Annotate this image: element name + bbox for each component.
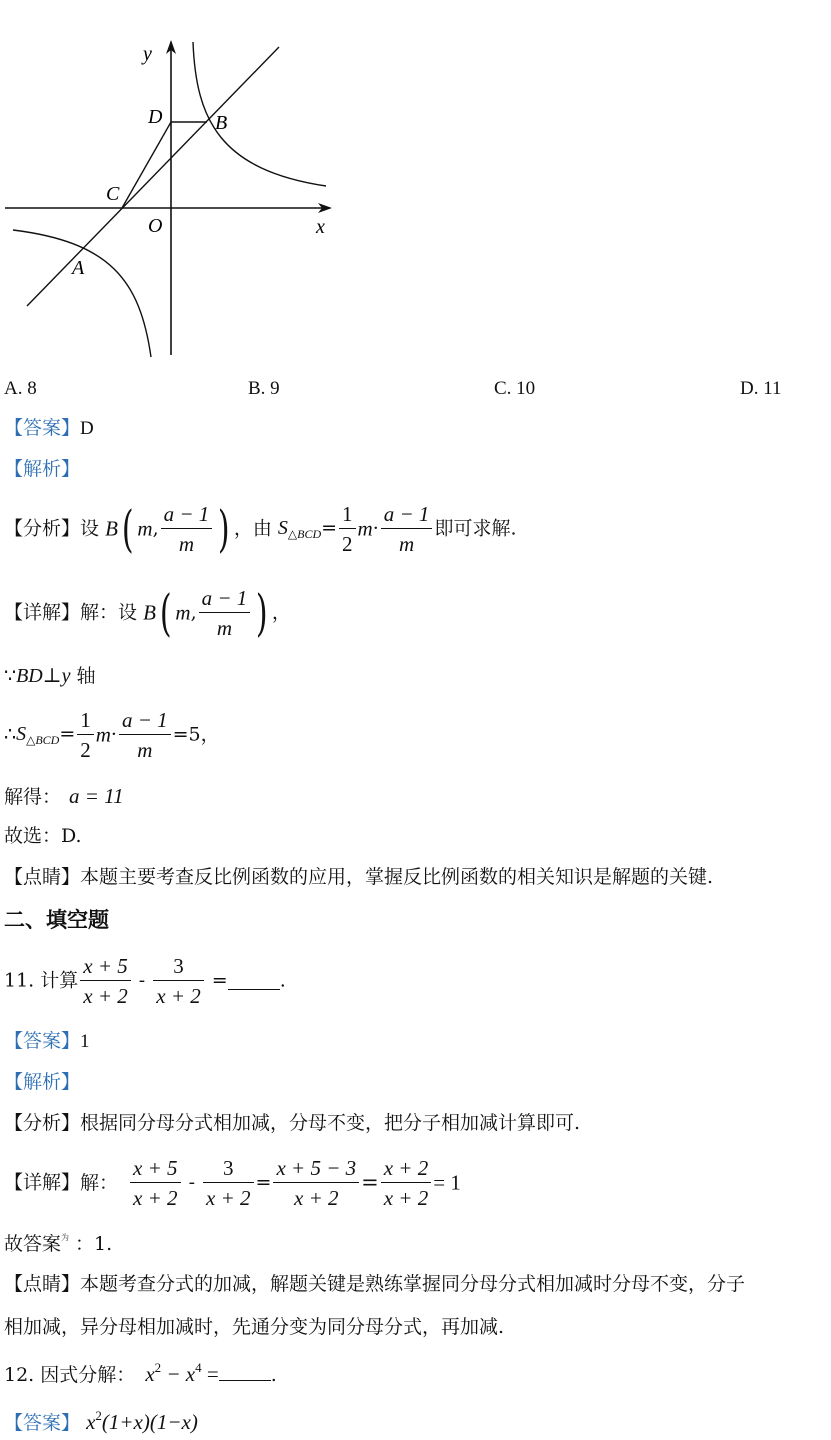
solve-line (4, 786, 124, 807)
answer-tag-3: 【答案】 (4, 1412, 81, 1434)
q12-ans-rest: (1+x)(1−x) (101, 1410, 198, 1434)
m-var-4: m (95, 722, 111, 747)
fenxi-tag-2: 【分析】 (4, 1112, 81, 1134)
frac-num-3: a − 1 (199, 586, 251, 613)
dot-2: · (110, 723, 117, 746)
q11-frac2 (153, 954, 204, 1008)
analysis-tag: 【解析】 (4, 458, 81, 480)
area-sub: △BCD (287, 527, 322, 542)
right-paren: ) (218, 500, 230, 559)
right-paren-2: ) (256, 584, 268, 643)
q12-expr-a-sup: 2 (154, 1360, 162, 1375)
q11-xj-f2-den: x + 2 (206, 1186, 251, 1211)
solve-expr: a = 11 (69, 784, 124, 808)
q11-xj-frac3 (273, 1156, 359, 1210)
frac-a-1-over-m (161, 502, 213, 556)
q11-fenxi-line (4, 1114, 580, 1133)
q12-answer-blank (219, 1364, 271, 1381)
xiangjie-tag: 【详解】 (4, 601, 81, 624)
label-y: y (143, 43, 152, 65)
frac-den-3: m (216, 616, 233, 641)
therefore-symbol: ∴ (4, 723, 17, 746)
fenxi-tag: 【分析】 (4, 517, 81, 540)
area-s: S (277, 517, 288, 540)
frac-den-2: m (399, 532, 415, 557)
half-den-2: 2 (80, 738, 91, 763)
therefore-line (4, 708, 220, 762)
q11-f2-den: x + 2 (156, 984, 201, 1009)
q10-fenxi-line (4, 500, 517, 559)
q11-frac1 (80, 954, 131, 1008)
label-b: B (215, 112, 228, 134)
frac-den: m (178, 532, 195, 557)
section-heading: 二、填空题 (4, 907, 109, 932)
q11-xj-f1-num: x + 5 (130, 1156, 181, 1183)
point-b: B (105, 516, 118, 541)
equals-2: = (59, 723, 76, 746)
q11-question-line (4, 954, 286, 1008)
half-num: 1 (339, 502, 356, 529)
q11-xj-f4-num: x + 2 (381, 1156, 432, 1183)
label-x: x (316, 216, 325, 238)
fenxi-post: 即可求解. (434, 517, 517, 540)
dianjing-tag-2: 【点睛】 (4, 1273, 81, 1295)
equals: = (321, 517, 338, 540)
q11-answer-blank (228, 973, 280, 990)
line-ab (27, 47, 279, 306)
q11-dianjing-1: 本题考查分式的加减，解题关键是熟练掌握同分母分式相加减时分母不变，分子 (80, 1273, 746, 1295)
dianjing-tag: 【点睛】 (4, 866, 81, 888)
q12-expr (145, 1362, 218, 1386)
frac-a-1-over-m-2 (381, 502, 433, 556)
q11-dianjing-line-1 (4, 1275, 745, 1294)
q10-answer-line (4, 419, 94, 438)
q11-final-pre: 故答案 (4, 1233, 62, 1255)
because-line (4, 666, 96, 686)
q12-prefix: 12. 因式分解： (4, 1364, 136, 1386)
q10-xiangjie-line (4, 584, 291, 643)
q11-xj-eq1: = (255, 1171, 272, 1194)
q11-final-answer-line (4, 1234, 112, 1254)
option-b: B. 9 (248, 378, 280, 399)
point-b-2: B (143, 600, 156, 625)
coordinate-figure (0, 30, 340, 360)
fenxi-pre: 设 (80, 517, 100, 540)
frac-half-2 (77, 708, 94, 762)
dot: · (372, 517, 379, 540)
dianjing-text: 本题主要考查反比例函数的应用，掌握反比例函数的相关知识是解题的关键. (80, 866, 714, 888)
xiangjie-tag-2: 【详解】 (4, 1171, 81, 1194)
q12-question-line (4, 1361, 277, 1385)
q10-dianjing-line (4, 868, 713, 887)
area-s-2: S (16, 723, 27, 746)
xiangjie-post: ， (271, 601, 291, 624)
q11-xj-f2-num: 3 (203, 1156, 254, 1183)
q11-eq: = (205, 969, 228, 992)
q11-dianjing-line-2: 相加减，异分母相加减时，先通分变为同分母分式，再加减. (4, 1316, 505, 1338)
xiangjie-pre: 解：设 (80, 601, 138, 624)
q11-answer-line (4, 1032, 90, 1051)
m-var: m (137, 516, 153, 541)
label-c: C (106, 183, 120, 205)
q11-xj-frac4 (381, 1156, 432, 1210)
q11-prefix: 11. 计算 (4, 969, 79, 992)
q12-expr-eq: = (201, 1362, 219, 1386)
option-a: A. 8 (4, 378, 37, 399)
label-d: D (148, 106, 163, 128)
q11-f1-den: x + 2 (83, 984, 128, 1009)
q10-answer: D (80, 418, 94, 439)
q12-answer (86, 1410, 198, 1434)
half-num-2: 1 (77, 708, 94, 735)
choose-line: 故选：D. (4, 825, 82, 847)
label-o: O (148, 215, 163, 237)
q12-expr-minus: − x (161, 1362, 196, 1386)
q12-ans-x: x (86, 1410, 96, 1434)
q11-xiangjie-pre: 解： (80, 1171, 119, 1194)
q11-xj-f4-den: x + 2 (383, 1186, 429, 1211)
frac-num: a − 1 (161, 502, 213, 529)
q11-end: . (279, 969, 286, 992)
fenxi-mid: ，由 (233, 517, 272, 540)
frac-num-2: a − 1 (381, 502, 433, 529)
q11-xj-frac2 (203, 1156, 254, 1210)
q11-xj-minus: - (182, 1171, 202, 1194)
q10-analysis-line (4, 460, 80, 479)
area-expr-2 (16, 723, 76, 748)
q12-answer-line (4, 1409, 198, 1433)
q11-xj-f1-den: x + 2 (133, 1186, 178, 1211)
q11-xiangjie-line (4, 1156, 461, 1210)
q11-xj-frac1 (130, 1156, 181, 1210)
q12-expr-b-sup: 4 (195, 1360, 202, 1375)
frac-num-4: a − 1 (119, 708, 171, 735)
solve-pre: 解得： (4, 786, 62, 808)
comma: , (152, 517, 159, 540)
answer-tag-2: 【答案】 (4, 1030, 81, 1052)
q11-f1-num: x + 5 (80, 954, 131, 981)
m-var-3: m (175, 600, 191, 625)
half-den: 2 (342, 532, 353, 557)
because-expr: BD⊥y (16, 665, 71, 687)
because-post: 轴 (70, 665, 96, 687)
q12-expr-a: x (145, 1362, 155, 1386)
comma-2: , (190, 601, 197, 624)
q11-analysis-line (4, 1073, 80, 1092)
q11-minus: - (132, 969, 152, 992)
left-paren: ( (121, 500, 134, 559)
area-expr (277, 517, 338, 542)
frac-half (339, 502, 356, 556)
q11-fenxi: 根据同分母分式相加减，分母不变，把分子相加减计算即可. (80, 1112, 581, 1134)
because-symbol: ∵ (4, 665, 17, 687)
q11-answer: 1 (80, 1031, 90, 1052)
answer-tag: 【答案】 (4, 417, 81, 439)
left-paren-2: ( (159, 584, 172, 643)
frac-a-1-over-m-4 (119, 708, 171, 762)
q11-xj-f3-den: x + 2 (294, 1186, 339, 1211)
option-d: D. 11 (740, 378, 782, 399)
q12-ans-sup: 2 (95, 1408, 102, 1423)
q11-xj-eq2: = (361, 1170, 379, 1195)
area-value: =5， (172, 723, 220, 746)
area-sub-2: △BCD (26, 733, 60, 748)
q11-f2-num: 3 (153, 954, 204, 981)
frac-den-4: m (137, 738, 153, 763)
analysis-tag-2: 【解析】 (4, 1071, 81, 1093)
m-var-2: m (357, 516, 373, 541)
label-a: A (72, 257, 85, 279)
option-c: C. 10 (494, 378, 536, 399)
q12-end: . (270, 1364, 277, 1386)
q11-final-mark: 为 (61, 1233, 70, 1242)
frac-a-1-over-m-3 (199, 586, 251, 640)
q11-final-post: ：1. (75, 1233, 113, 1255)
q11-xj-f3-num: x + 5 − 3 (273, 1156, 359, 1183)
q11-xj-final: = 1 (433, 1170, 461, 1195)
